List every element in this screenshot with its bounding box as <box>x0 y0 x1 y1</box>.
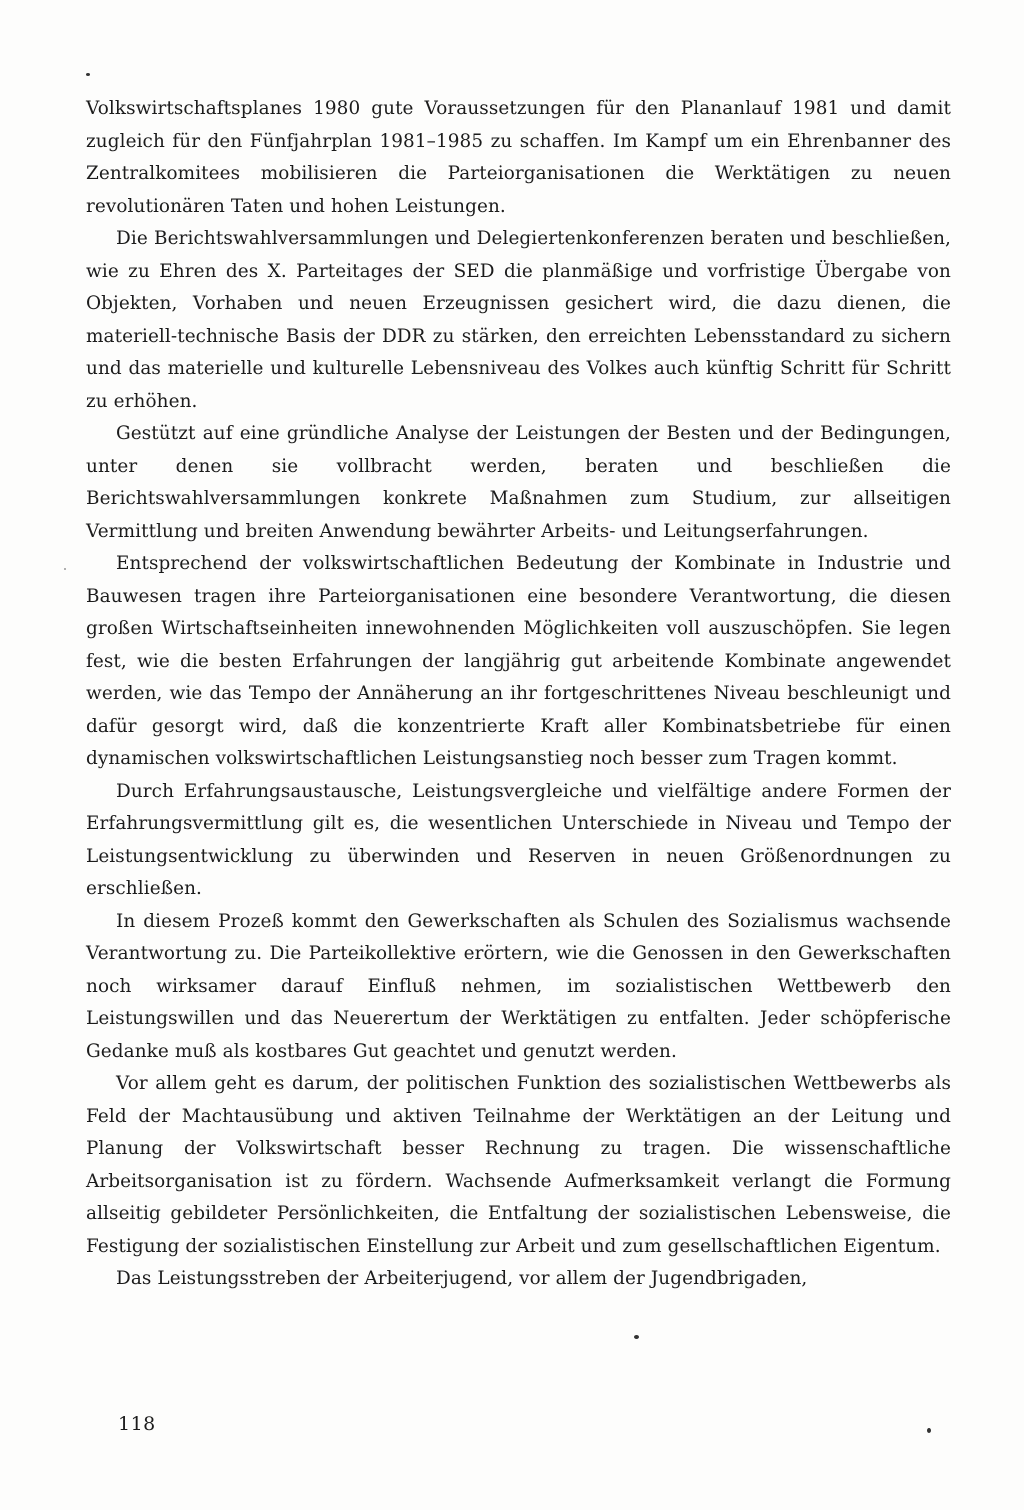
paragraph-4: Entsprechend der volkswirtschaftlichen Bedeutung der Kombinate in Industrie und Bauwesen tragen ihre Parteiorganisationen eine besondere Verantwortung, die diesen großen Wirtschaftseinheiten innewohnenden Möglichkeiten voll auszuschöpfen. Sie legen fest, wie die besten Erfahrungen der langjährig gut arbeitende Kombinate angewendet werden, wie das Tempo der Annäherung an ihr fortgeschrittenes Niveau beschleunigt und dafür gesorgt wird, daß die konzentrierte Kraft aller Kombinatsbetriebe für einen dynamischen volkswirtschaftlichen Leistungsanstieg noch besser zum Tragen kommt. <box>86 553 951 769</box>
paragraph-6: In diesem Prozeß kommt den Gewerkschaften als Schulen des Sozialismus wachsende Verantwortung zu. Die Parteikollektive erörtern, wie die Genossen in den Gewerkschaften noch wirksamer darauf Einfluß nehmen, im sozialistischen Wettbewerb den Leistungswillen und das Neuerertum der Werktätigen zu entfalten. Jeder schöpferische Gedanke muß als kostbares Gut geachtet und genutzt werden. <box>86 910 951 1062</box>
paragraph-2: Die Berichtswahlversammlungen und Delegiertenkonferenzen beraten und beschließen, wie zu Ehren des X. Parteitages der SED die planmäßige und vorfristige Übergabe von Objekten, Vorhaben und neuen Erzeugnissen gesichert wird, die dazu dienen, die materiell-technische Basis der DDR zu stärken, den erreichten Lebensstandard zu sichern und das materielle und kulturelle Lebensniveau des Volkes auch künftig Schritt für Schritt zu erhöhen. <box>86 228 951 412</box>
scan-speck <box>634 1335 639 1339</box>
paragraph-1: Volkswirtschaftsplanes 1980 gute Voraussetzungen für den Plananlauf 1981 und damit zugleich für den Fünfjahrplan 1981–1985 zu schaffen. Im Kampf um ein Ehrenbanner des Zentralkomitees mobilisieren die Parteiorganisationen die Werktätigen zu neuen revolutionären Taten und hohen Leistungen. <box>86 98 951 217</box>
body-text <box>86 93 951 1296</box>
page-number: 118 <box>118 1413 156 1435</box>
paragraph-5: Durch Erfahrungsaustausche, Leistungsvergleiche und vielfältige andere Formen der Erfahrungsvermittlung gilt es, die wesentlichen Unterschiede in Niveau und Tempo der Leistungsentwicklung zu überwinden und Reserven in neuen Größenordnungen zu erschließen. <box>86 780 951 899</box>
paragraph-7: Vor allem geht es darum, der politischen Funktion des sozialistischen Wettbewerbs als Feld der Machtausübung und aktiven Teilnahme der Werktätigen an der Leitung und Planung der Volkswirtschaft besser Rechnung zu tragen. Die wissenschaftliche Arbeitsorganisation ist zu fördern. Wachsende Aufmerksamkeit verlangt die Formung allseitig gebildeter Persönlichkeiten, die Entfaltung der sozialistischen Lebensweise, die Festigung der sozialistischen Einstellung zur Arbeit und zum gesellschaftlichen Eigentum. <box>86 1073 951 1257</box>
paragraph-8: Das Leistungsstreben der Arbeiterjugend, vor allem der Jugendbrigaden, <box>116 1268 808 1289</box>
scan-speck <box>927 1428 931 1433</box>
paragraph-3: Gestützt auf eine gründliche Analyse der Leistungen der Besten und der Bedingungen, unter denen sie vollbracht werden, beraten und beschließen die Berichtswahlversammlungen konkrete Maßnahmen zum Studium, zur allseitigen Vermittlung und breiten Anwendung bewährter Arbeits- und Leitungserfahrungen. <box>86 423 951 542</box>
scan-speck <box>64 568 66 570</box>
scan-speck <box>86 73 90 76</box>
